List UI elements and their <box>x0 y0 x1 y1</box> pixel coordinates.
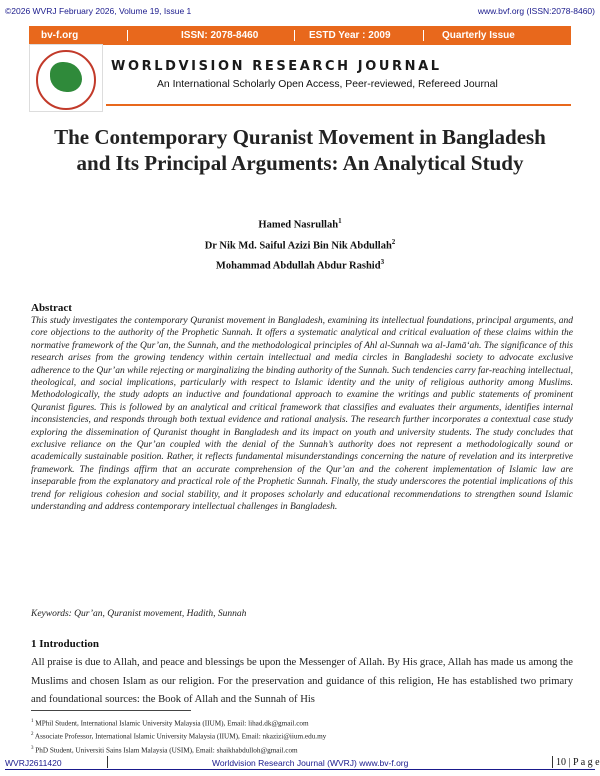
keywords: Keywords: Qur’an, Quranist movement, Hadith, Sunnah <box>31 609 247 619</box>
bar-year: ESTD Year : 2009 <box>309 30 391 41</box>
footer-code: WVRJ2611420 <box>5 758 62 768</box>
footnote-rule <box>31 710 191 711</box>
footnote-sup: 1 <box>31 719 34 724</box>
footnote-text: Associate Professor, International Islamic University Malaysia (IIUM), Email: nkazizi@iium.edu.my <box>34 732 327 741</box>
bar-brand: bv-f.org <box>41 30 79 41</box>
abstract-text: This study investigates the contemporary Quranist movement in Bangladesh, examining its intellectual foundations, principal arguments, and core objections to the authority of the Prophetic Sunnah. It offers a systematic analytical and critical evaluation of these claims within the normative framework of the Qur’an, the Sunnah, and the methodological principles of Ahl al-Sunnah wa al-Jamā‘ah. The significance of this research arises from the growing tendency within certain intellectual and media circles in Bangladeshi society to advocate exclusive adherence to the Qur’an while rejecting or marginalizing the binding authority of the Sunnah. Such tendencies carry far-reaching intellectual, theological, and social implications, particularly with respect to Islamic identity and the unity of religious authority among Muslims. Methodologically, the study adopts an inductive and foundational approach to examine the writings and public statements of prominent Quranist figures. This is followed by an analytical and critical framework that classifies and evaluates their arguments, identifies internal inconsistencies, and responds through both textual evidence and rational analysis. The research further incorporates a contextual case study exploring the dissemination of Quranist thought in Bangladesh and its impact on youth and university students. The study concludes that exclusive reliance on the Qur’an coupled with the denial of the Sunnah’s authority does not represent a methodologically sound or academically sustainable position. Rather, it reflects fundamental misunderstandings concerning the nature of revelation and its interpretive framework. The findings affirm that an accurate comprehension of the Qur’an and the coherent implementation of Islamic law are inseparable from the explanatory and practical role of the Prophetic Sunnah. Finally, the study underscores the potential implications of this trend for religious cohesion and social stability, and it proposes scholarly and educational recommendations to strengthen sound Islamic understanding and address contemporary intellectual challenges in Bangladesh. <box>31 316 573 513</box>
author-list <box>100 213 500 275</box>
website-link[interactable]: www.bvf.org <box>477 6 525 16</box>
journal-info-bar <box>29 26 571 45</box>
foundation-logo <box>29 44 103 112</box>
journal-title: WORLDVISION RESEARCH JOURNAL <box>111 59 442 74</box>
footer-rule <box>5 769 595 770</box>
author-sup: 3 <box>380 258 385 266</box>
footnote <box>31 743 571 756</box>
author-sup: 2 <box>391 237 396 246</box>
footnote-sup: 2 <box>31 732 34 738</box>
footnote-text: MPhil Student, International Islamic University Malaysia (IIUM), Email: lihad.dk@gmail.com <box>35 719 309 728</box>
footer-divider <box>107 756 108 768</box>
bar-issn: ISSN: 2078-8460 <box>181 30 259 41</box>
paper-title: The Contemporary Quranist Movement in Bangladesh and Its Principal Arguments: An Analytical Study <box>54 125 546 175</box>
footnote-text: PhD Student, Universiti Sains Islam Malaysia (USIM), Email: shaikhabdulloh@gmail.com <box>35 746 298 755</box>
footer-journal-name: Worldvision Research Journal (WVRJ) <box>212 758 357 768</box>
page-number: 10 | P a g e <box>556 757 600 768</box>
footer-journal <box>212 758 408 768</box>
page-footer <box>0 756 600 770</box>
author-name: Dr Nik Md. Saiful Azizi Bin Nik Abdullah <box>204 240 392 251</box>
copyright-text: ©2026 WVRJ February 2026, Volume 19, Issue 1 <box>5 6 192 16</box>
header-website <box>478 6 595 16</box>
author-entry <box>100 234 500 255</box>
logo-seal-icon <box>36 50 96 110</box>
intro-heading: 1 Introduction <box>31 638 99 650</box>
author-sup: 1 <box>338 217 342 225</box>
author-name: Mohammad Abdullah Abdur Rashid <box>215 260 381 272</box>
intro-text: All praise is due to Allah, and peace and blessings be upon the Messenger of Allah. By His grace, Allah has made us among the Muslims and chosen Islam as our religion. For the preservation and guidance of this religion, He has established two primary and foundational sources: the Book of Allah and the Sunnah of His <box>31 657 573 705</box>
author-name: Hamed Nasrullah <box>258 219 339 231</box>
footer-link[interactable]: www.bv-f.org <box>359 758 409 768</box>
footnote-sup: 3 <box>31 745 34 751</box>
footer-divider <box>552 756 553 768</box>
journal-subtitle: An International Scholarly Open Access, Peer-reviewed, Refereed Journal <box>157 79 498 90</box>
author-entry <box>100 213 500 234</box>
issn-text: (ISSN:2078-8460) <box>526 6 595 16</box>
abstract-heading: Abstract <box>31 302 72 314</box>
footnote <box>31 729 571 742</box>
bar-divider <box>294 30 295 41</box>
map-icon <box>50 62 82 92</box>
bar-frequency: Quarterly Issue <box>442 30 515 41</box>
footnotes <box>31 716 571 756</box>
author-entry <box>100 254 500 275</box>
header-rule <box>106 104 571 106</box>
bar-divider <box>127 30 128 41</box>
bar-divider <box>423 30 424 41</box>
header-line <box>0 6 600 18</box>
footnote <box>31 716 571 729</box>
